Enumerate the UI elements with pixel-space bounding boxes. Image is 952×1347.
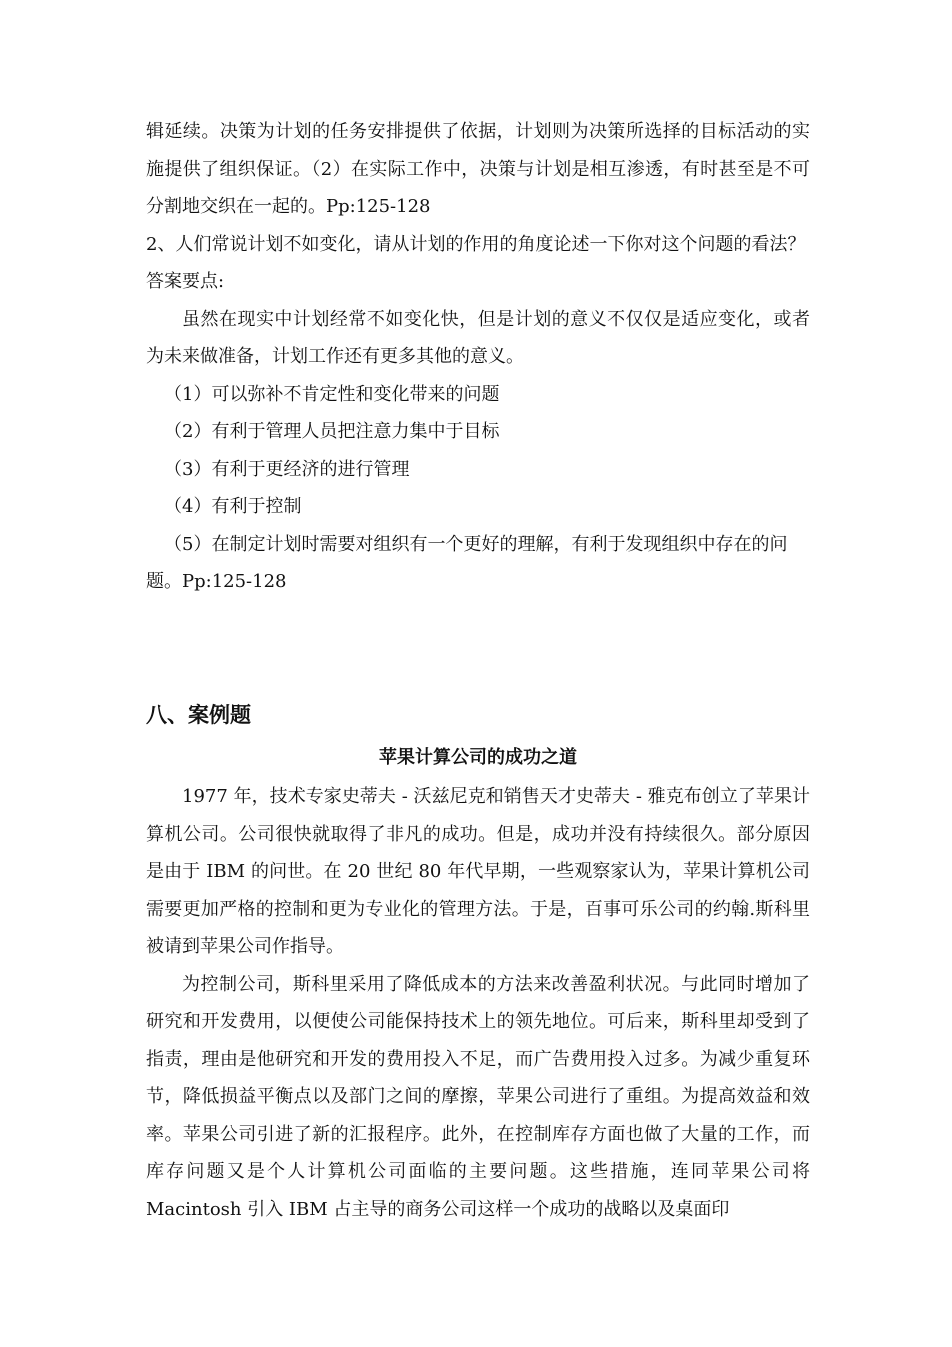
continued-paragraph: 辑延续。决策为计划的任务安排提供了依据，计划则为决策所选择的目标活动的实施提供了组织保证。（2）在实际工作中，决策与计划是相互渗透，有时甚至是不可分割地交织在一起的。Pp:125-128 xyxy=(146,121,810,217)
answer-point-4: （4）有利于控制 xyxy=(164,496,302,517)
question-2: 2、人们常说计划不如变化，请从计划的作用的角度论述一下你对这个问题的看法？ xyxy=(146,233,806,255)
answer-point-1: （1）可以弥补不肯定性和变化带来的问题 xyxy=(164,383,500,405)
answer-block xyxy=(146,113,810,601)
answer-point-3: （3）有利于更经济的进行管理 xyxy=(164,458,410,480)
case-body xyxy=(146,778,810,1228)
answer-intro: 虽然在现实中计划经常不如变化快，但是计划的意义不仅仅是适应变化，或者为未来做准备，计划工作还有更多其他的意义。 xyxy=(146,308,810,367)
answer-label: 答案要点: xyxy=(146,271,225,292)
answer-point-2: （2）有利于管理人员把注意力集中于目标 xyxy=(164,421,500,442)
answer-point-5: （5）在制定计划时需要对组织有一个更好的理解，有利于发现组织中存在的问题。Pp:125-128 xyxy=(146,533,788,592)
section-heading: 八、案例题 xyxy=(146,703,251,727)
case-title: 苹果计算公司的成功之道 xyxy=(379,747,577,768)
case-paragraph-1: 1977 年，技术专家史蒂夫 - 沃兹尼克和销售天才史蒂夫 - 雅克布创立了苹果计算机公司。公司很快就取得了非凡的成功。但是，成功并没有持续很久。部分原因是由于 IBM 的问世。在 20 世纪 80 年代早期，一些观察家认为，苹果计算机公司需要更加严格的控制和更为专业化的管理方法。于是，百事可乐公司的约翰.斯科里被请到苹果公司作指导。 xyxy=(146,786,810,957)
case-paragraph-2: 为控制公司，斯科里采用了降低成本的方法来改善盈利状况。与此同时增加了研究和开发费用，以便使公司能保持技术上的领先地位。可后来，斯科里却受到了指责，理由是他研究和开发的费用投入不足，而广告费用投入过多。为减少重复环节，降低损益平衡点以及部门之间的摩擦，苹果公司进行了重组。为提高效益和效率。苹果公司引进了新的汇报程序。此外，在控制库存方面也做了大量的工作，而库存问题又是个人计算机公司面临的主要问题。这些措施，连同苹果公司将 Macintosh 引入 IBM 占主导的商务公司这样一个成功的战略以及桌面印 xyxy=(146,973,810,1220)
